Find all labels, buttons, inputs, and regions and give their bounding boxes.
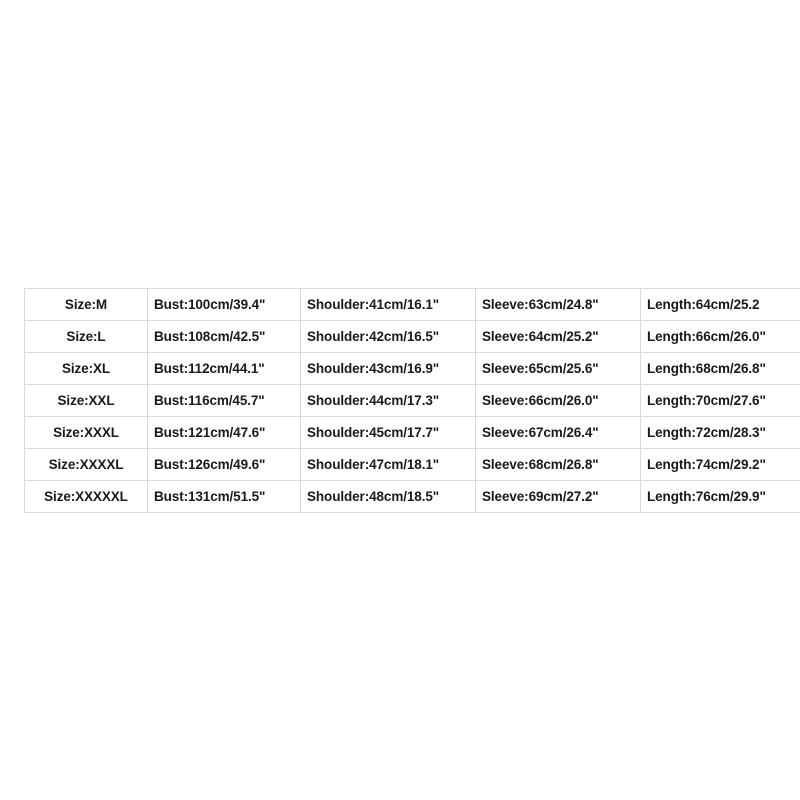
cell-size: Size:L xyxy=(25,321,148,353)
cell-sleeve: Sleeve:63cm/24.8" xyxy=(476,289,641,321)
cell-shoulder: Shoulder:45cm/17.7" xyxy=(301,417,476,449)
cell-size: Size:M xyxy=(25,289,148,321)
cell-bust: Bust:100cm/39.4" xyxy=(148,289,301,321)
table-row xyxy=(25,417,800,449)
table-row xyxy=(25,385,800,417)
size-chart-container xyxy=(24,288,776,513)
cell-shoulder: Shoulder:47cm/18.1" xyxy=(301,449,476,481)
cell-size: Size:XXL xyxy=(25,385,148,417)
table-row xyxy=(25,321,800,353)
cell-length: Length:66cm/26.0" xyxy=(641,321,800,353)
cell-sleeve: Sleeve:65cm/25.6" xyxy=(476,353,641,385)
cell-size: Size:XXXL xyxy=(25,417,148,449)
cell-shoulder: Shoulder:44cm/17.3" xyxy=(301,385,476,417)
cell-sleeve: Sleeve:67cm/26.4" xyxy=(476,417,641,449)
table-row xyxy=(25,481,800,513)
cell-shoulder: Shoulder:43cm/16.9" xyxy=(301,353,476,385)
table-row xyxy=(25,353,800,385)
cell-length: Length:72cm/28.3" xyxy=(641,417,800,449)
cell-bust: Bust:108cm/42.5" xyxy=(148,321,301,353)
cell-size: Size:XL xyxy=(25,353,148,385)
cell-size: Size:XXXXL xyxy=(25,449,148,481)
cell-bust: Bust:116cm/45.7" xyxy=(148,385,301,417)
size-chart-body xyxy=(25,289,800,513)
cell-bust: Bust:131cm/51.5" xyxy=(148,481,301,513)
cell-bust: Bust:112cm/44.1" xyxy=(148,353,301,385)
cell-shoulder: Shoulder:48cm/18.5" xyxy=(301,481,476,513)
cell-length: Length:70cm/27.6" xyxy=(641,385,800,417)
table-row xyxy=(25,449,800,481)
cell-length: Length:68cm/26.8" xyxy=(641,353,800,385)
cell-shoulder: Shoulder:42cm/16.5" xyxy=(301,321,476,353)
cell-length: Length:64cm/25.2 xyxy=(641,289,800,321)
size-chart-table xyxy=(24,288,800,513)
cell-length: Length:74cm/29.2" xyxy=(641,449,800,481)
cell-sleeve: Sleeve:68cm/26.8" xyxy=(476,449,641,481)
cell-shoulder: Shoulder:41cm/16.1" xyxy=(301,289,476,321)
cell-size: Size:XXXXXL xyxy=(25,481,148,513)
table-row xyxy=(25,289,800,321)
cell-bust: Bust:121cm/47.6" xyxy=(148,417,301,449)
cell-sleeve: Sleeve:69cm/27.2" xyxy=(476,481,641,513)
cell-sleeve: Sleeve:64cm/25.2" xyxy=(476,321,641,353)
cell-length: Length:76cm/29.9" xyxy=(641,481,800,513)
cell-sleeve: Sleeve:66cm/26.0" xyxy=(476,385,641,417)
cell-bust: Bust:126cm/49.6" xyxy=(148,449,301,481)
